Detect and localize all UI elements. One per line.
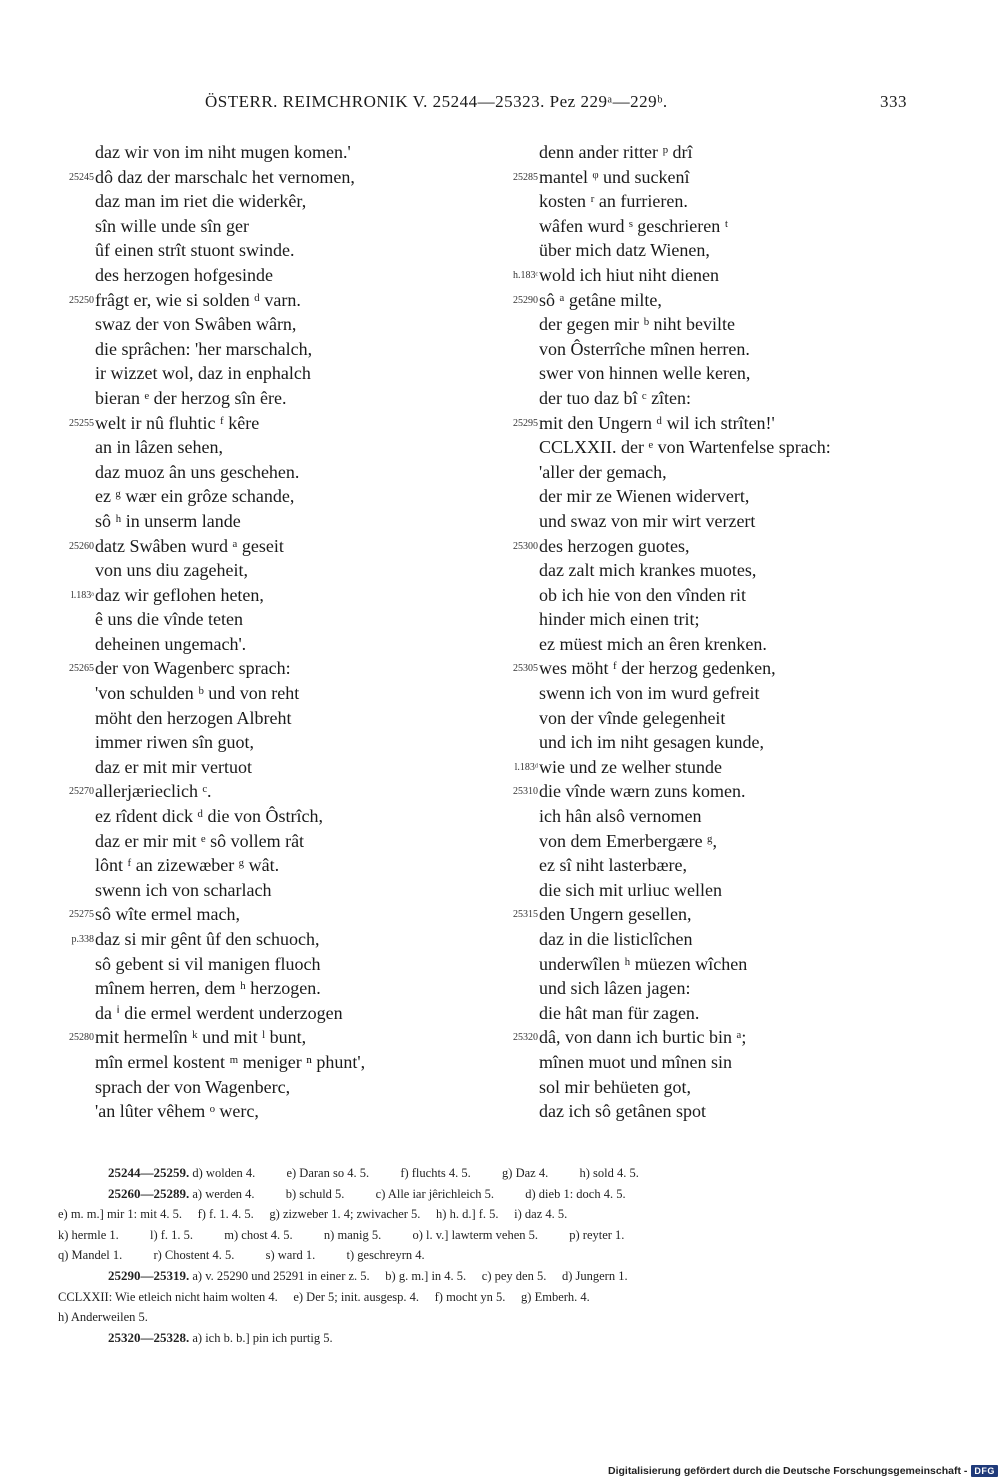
verse-text: von dem Emerbergære ᵍ,	[539, 830, 718, 851]
verse-text: daz man im riet die widerkêr,	[95, 191, 307, 212]
verse-text: der mir ze Wienen widervert,	[539, 486, 750, 507]
verse-line	[494, 804, 964, 829]
verse-line	[494, 632, 964, 657]
verse-text: datz Swâben wurd ᵃ geseit	[95, 535, 284, 556]
verse-line	[50, 460, 500, 485]
verse-line	[494, 1001, 964, 1026]
line-number: 25265	[69, 663, 94, 675]
verse-line	[494, 558, 964, 583]
verse-line	[494, 853, 964, 878]
line-number: 25275	[69, 909, 94, 921]
verse-text: dô daz der marschalc het vernomen,	[95, 166, 355, 187]
verse-line	[494, 952, 964, 977]
verse-text: sol mir behüeten got,	[539, 1076, 691, 1097]
verse-text: daz wir geflohen heten,	[95, 584, 264, 605]
verse-text: die sich mit urliuc wellen	[539, 879, 722, 900]
verse-text: lônt ᶠ an zizewæber ᵍ wât.	[95, 855, 280, 876]
verse-line	[494, 509, 964, 534]
verse-line	[494, 878, 964, 903]
verse-text: 'an lûter vêhem ᵒ werc,	[95, 1101, 259, 1122]
verse-line	[50, 1050, 500, 1075]
verse-text: wold ich hiut niht dienen	[539, 264, 719, 285]
footnote-text: k) hermle 1. l) f. 1. 5. m) chost 4. 5. n) manig 5. o) l. v.] lawterm vehen 5. p) reyter 1.	[58, 1227, 625, 1242]
verse-text: mit hermelîn ᵏ und mit ˡ bunt,	[95, 1027, 307, 1048]
footnote-line	[58, 1328, 920, 1349]
line-number: 25250	[69, 294, 94, 306]
footnote-text: a) werden 4. b) schuld 5. c) Alle iar jêrichleich 5. d) dieb 1: doch 4. 5.	[189, 1186, 626, 1201]
line-number: 25320	[513, 1032, 538, 1044]
verse-text: bieran ᵉ der herzog sîn êre.	[95, 387, 287, 408]
verse-line	[494, 238, 964, 263]
verse-line	[494, 927, 964, 952]
verse-line	[50, 804, 500, 829]
verse-line	[50, 1099, 500, 1124]
verse-line	[494, 386, 964, 411]
verse-text: sô wîte ermel mach,	[95, 904, 240, 925]
verse-text: sô gebent si vil manigen fluoch	[95, 953, 321, 974]
verse-line	[494, 755, 964, 780]
verse-text: die hât man für zagen.	[539, 1002, 700, 1023]
footnote-range: 25260—25289.	[108, 1185, 190, 1201]
verse-text: den Ungern gesellen,	[539, 904, 692, 925]
verse-line	[494, 730, 964, 755]
footnote-text: d) wolden 4. e) Daran so 4. 5. f) fluchts 4. 5. g) Daz 4. h) sold 4. 5.	[189, 1166, 639, 1180]
verse-text: und swaz von mir wirt verzert	[539, 510, 756, 531]
verse-line	[50, 853, 500, 878]
verse-text: die sprâchen: 'her marschalch,	[95, 338, 313, 359]
right-verse-column	[494, 140, 964, 1124]
dfg-logo: DFG	[971, 1465, 998, 1477]
left-verse-column	[50, 140, 500, 1124]
verse-line	[494, 288, 964, 313]
verse-text: mînen muot und mînen sin	[539, 1051, 732, 1072]
footnote-line	[58, 1204, 920, 1225]
verse-text: mîn ermel kostent ᵐ meniger ⁿ phunt',	[95, 1051, 366, 1072]
verse-line	[50, 509, 500, 534]
verse-line	[494, 1099, 964, 1124]
verse-text: CCLXXII. der ᵉ von Wartenfelse sprach:	[539, 437, 831, 458]
apparatus-footnotes	[58, 1163, 920, 1348]
verse-text: hinder mich einen trit;	[539, 609, 700, 630]
verse-line	[494, 140, 964, 165]
verse-text: 'aller der gemach,	[539, 461, 667, 482]
verse-text: mantel ᵠ und suckenî	[539, 166, 690, 187]
verse-text: sô ʰ in unserm lande	[95, 510, 241, 531]
verse-line	[50, 706, 500, 731]
footnote-line	[58, 1245, 920, 1266]
verse-line	[494, 1025, 964, 1050]
footnote-line	[58, 1287, 920, 1308]
verse-line	[50, 484, 500, 509]
verse-text: ez rîdent dick ᵈ die von Ôstrîch,	[95, 806, 324, 827]
line-number: 25290	[513, 294, 538, 306]
line-number: 25260	[69, 540, 94, 552]
verse-text: dâ, von dann ich burtic bin ᵃ;	[539, 1027, 747, 1048]
verse-line	[494, 706, 964, 731]
footnote-line	[58, 1307, 920, 1328]
verse-text: von uns diu zageheit,	[95, 560, 248, 581]
line-number: 25310	[513, 786, 538, 798]
verse-text: swenn ich von scharlach	[95, 879, 272, 900]
verse-line	[50, 435, 500, 460]
verse-text: ir wizzet wol, daz in enphalch	[95, 363, 311, 384]
verse-text: ez müest mich an êren krenken.	[539, 633, 767, 654]
verse-line	[50, 189, 500, 214]
verse-line	[50, 583, 500, 608]
header-title: ÖSTERR. REIMCHRONIK V. 25244—25323. Pez 229ᵃ—229ᵇ.	[205, 92, 668, 111]
verse-line	[50, 1001, 500, 1026]
verse-line	[50, 632, 500, 657]
verse-line	[50, 337, 500, 362]
verse-text: und ich im niht gesagen kunde,	[539, 732, 764, 753]
verse-line	[50, 386, 500, 411]
verse-text: kosten ʳ an furrieren.	[539, 191, 688, 212]
verse-line	[494, 312, 964, 337]
verse-line	[50, 878, 500, 903]
verse-text: swenn ich von im wurd gefreit	[539, 683, 760, 704]
verse-text: daz si mir gênt ûf den schuoch,	[95, 929, 320, 949]
verse-line	[494, 681, 964, 706]
verse-text: die vînde wærn zuns komen.	[539, 781, 746, 802]
verse-text: von Ôsterrîche mînen herren.	[539, 338, 750, 359]
verse-text: sô ᵃ getâne milte,	[539, 289, 662, 310]
verse-line	[494, 902, 964, 927]
verse-text: von der vînde gelegenheit	[539, 707, 726, 728]
verse-text: des herzogen hofgesinde	[95, 264, 273, 285]
verse-text: ê uns die vînde teten	[95, 609, 243, 630]
verse-text: ûf einen strît stuont swinde.	[95, 240, 295, 261]
verse-line	[50, 779, 500, 804]
verse-text: mit den Ungern ᵈ wil ich strîten!'	[539, 412, 775, 433]
verse-line	[50, 829, 500, 854]
verse-text: welt ir nû fluhtic ᶠ kêre	[95, 412, 260, 433]
line-number: l.183ᵈ	[514, 761, 538, 773]
footnote-text: q) Mandel 1. r) Chostent 4. 5. s) ward 1. t) geschreyrn 4.	[58, 1248, 425, 1263]
verse-text: deheinen ungemach'.	[95, 633, 247, 654]
line-number: h.183ᶜ	[512, 269, 538, 281]
verse-line	[494, 1050, 964, 1075]
footnote-text: e) m. m.] mir 1: mit 4. 5. f) f. 1. 4. 5. g) zizweber 1. 4; zwivacher 5. h) h. d.] f. 5. i) daz 4. 5.	[58, 1207, 568, 1222]
verse-line	[494, 435, 964, 460]
verse-text: ez sî niht lasterbære,	[539, 855, 687, 876]
verse-text: allerjærieclich ᶜ.	[95, 781, 212, 802]
verse-line	[50, 1025, 500, 1050]
verse-text: ob ich hie von den vînden rit	[539, 584, 746, 605]
verse-text: swer von hinnen welle keren,	[539, 363, 751, 384]
verse-line	[494, 484, 964, 509]
verse-line	[494, 460, 964, 485]
verse-line	[50, 534, 500, 559]
footnote-line	[58, 1225, 920, 1246]
verse-text: daz zalt mich krankes muotes,	[539, 560, 757, 581]
footnote-line	[58, 1184, 920, 1205]
credit-text: Digitalisierung gefördert durch die Deutsche Forschungsgemeinschaft -	[608, 1465, 968, 1477]
digitization-credit	[608, 1462, 998, 1480]
verse-text: denn ander ritter ᵖ drî	[539, 142, 693, 162]
line-number: l.183ᵃ	[70, 589, 94, 601]
verse-text: da ⁱ die ermel werdent underzogen	[95, 1002, 343, 1023]
verse-line	[50, 288, 500, 313]
verse-line	[494, 263, 964, 288]
page-number: 333	[880, 92, 907, 111]
verse-text: wâfen wurd ˢ geschrieren ᵗ	[539, 215, 729, 236]
verse-text: der von Wagenberc sprach:	[95, 658, 291, 679]
line-number: 25285	[513, 171, 538, 183]
verse-text: wie und ze welher stunde	[539, 756, 722, 777]
verse-text: daz wir von im niht mugen komen.'	[95, 142, 351, 162]
verse-line	[50, 952, 500, 977]
verse-line	[50, 411, 500, 436]
verse-line	[50, 361, 500, 386]
line-number: 25300	[513, 540, 538, 552]
verse-text: daz muoz ân uns geschehen.	[95, 461, 300, 482]
line-number: p.338	[71, 934, 94, 945]
verse-text: underwîlen ʰ müezen wîchen	[539, 953, 748, 974]
verse-text: daz er mir mit ᵉ sô vollem rât	[95, 830, 305, 851]
verse-text: über mich datz Wienen,	[539, 240, 710, 261]
footnote-range: 25244—25259.	[108, 1165, 190, 1180]
verse-line	[494, 411, 964, 436]
verse-line	[494, 656, 964, 681]
verse-line	[494, 779, 964, 804]
verse-line	[50, 1075, 500, 1100]
verse-line	[50, 902, 500, 927]
footnote-text: CCLXXII: Wie etleich nicht haim wolten 4. e) Der 5; init. ausgesp. 4. f) mocht yn 5. g) Emberh. 4.	[58, 1289, 590, 1304]
verse-line	[50, 140, 500, 165]
verse-line	[494, 214, 964, 239]
line-number: 25305	[513, 663, 538, 675]
line-number: 25255	[69, 417, 94, 429]
verse-text: sprach der von Wagenberc,	[95, 1076, 291, 1097]
line-number: 25315	[513, 909, 538, 921]
footnote-range: 25320—25328.	[108, 1329, 190, 1345]
verse-line	[494, 976, 964, 1001]
verse-line	[494, 1075, 964, 1100]
verse-line	[50, 976, 500, 1001]
footnote-line	[58, 1163, 920, 1184]
verse-line	[50, 656, 500, 681]
verse-text: daz er mit mir vertuot	[95, 756, 252, 777]
verse-line	[494, 607, 964, 632]
footnote-range: 25290—25319.	[108, 1267, 190, 1283]
running-header	[0, 92, 1000, 118]
verse-line	[494, 534, 964, 559]
verse-line	[50, 607, 500, 632]
verse-line	[494, 361, 964, 386]
line-number: 25295	[513, 417, 538, 429]
verse-line	[50, 312, 500, 337]
verse-line	[50, 681, 500, 706]
verse-line	[50, 263, 500, 288]
verse-line	[494, 829, 964, 854]
verse-line	[50, 730, 500, 755]
footnote-text: h) Anderweilen 5.	[58, 1310, 148, 1325]
verse-text: immer riwen sîn guot,	[95, 732, 254, 753]
verse-text: an in lâzen sehen,	[95, 437, 223, 458]
verse-text: des herzogen guotes,	[539, 535, 690, 556]
verse-line	[494, 189, 964, 214]
verse-text: der gegen mir ᵇ niht bevilte	[539, 314, 736, 335]
verse-line	[50, 165, 500, 190]
verse-line	[50, 755, 500, 780]
line-number: 25270	[69, 786, 94, 798]
verse-line	[494, 337, 964, 362]
footnote-text: a) ich b. b.] pin ich purtig 5.	[189, 1330, 333, 1345]
verse-text: daz ich sô getânen spot	[539, 1101, 706, 1122]
verse-line	[50, 214, 500, 239]
verse-line	[494, 583, 964, 608]
verse-line	[50, 927, 500, 952]
verse-line	[50, 558, 500, 583]
verse-text: möht den herzogen Albreht	[95, 707, 292, 728]
verse-text: 'von schulden ᵇ und von reht	[95, 683, 300, 704]
verse-text: mînem herren, dem ʰ herzogen.	[95, 978, 321, 999]
verse-text: sîn wille unde sîn ger	[95, 215, 249, 236]
verse-text: swaz der von Swâben wârn,	[95, 314, 297, 335]
footnote-line	[58, 1266, 920, 1287]
verse-text: ez ᵍ wær ein grôze schande,	[95, 486, 295, 507]
line-number: 25245	[69, 171, 94, 183]
footnote-text: a) v. 25290 und 25291 in einer z. 5. b) g. m.] in 4. 5. c) pey den 5. d) Jungern 1.	[189, 1268, 628, 1283]
verse-text: ich hân alsô vernomen	[539, 806, 702, 827]
line-number: 25280	[69, 1032, 94, 1044]
verse-text: und sich lâzen jagen:	[539, 978, 691, 999]
verse-text: der tuo daz bî ᶜ zîten:	[539, 387, 692, 408]
verse-text: frâgt er, wie si solden ᵈ varn.	[95, 289, 301, 310]
verse-line	[494, 165, 964, 190]
verse-text: daz in die listiclîchen	[539, 929, 693, 949]
verse-line	[50, 238, 500, 263]
verse-text: wes möht ᶠ der herzog gedenken,	[539, 658, 776, 679]
